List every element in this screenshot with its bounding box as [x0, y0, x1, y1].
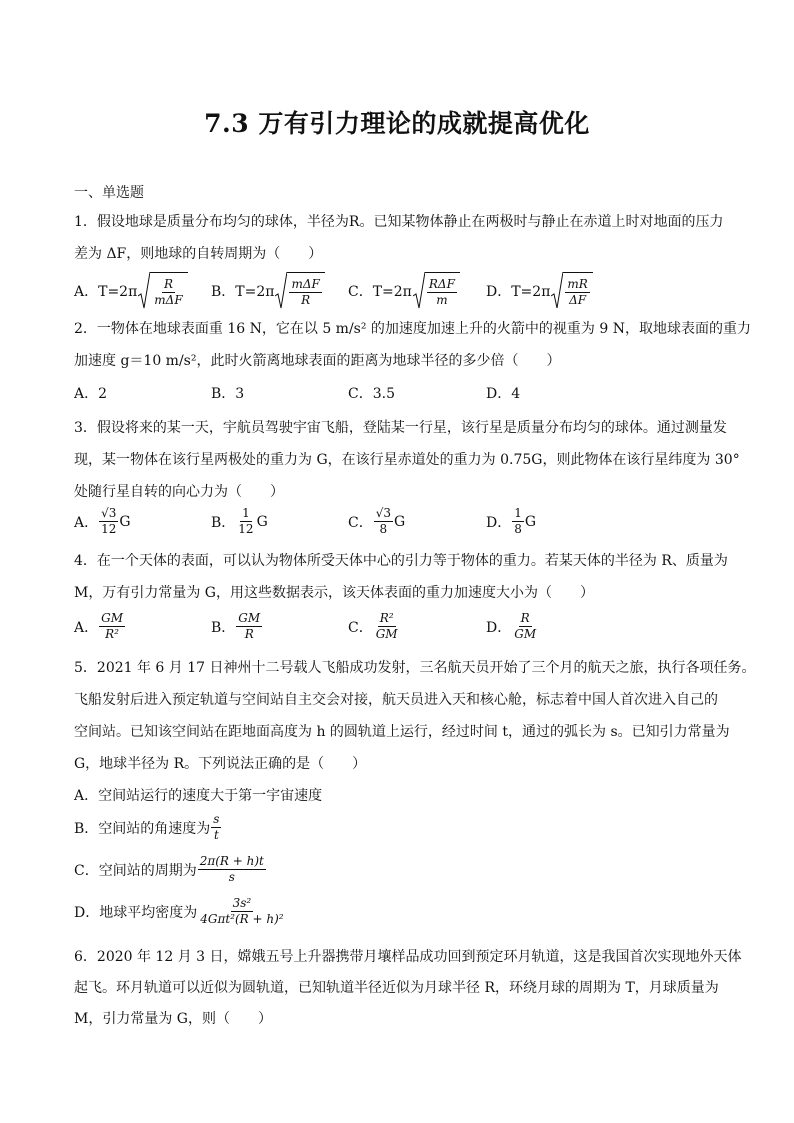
option-label: D．地球平均密度为	[74, 904, 198, 921]
q2-option-a: A．2	[74, 386, 108, 402]
option-label: C．T=2π	[348, 284, 412, 300]
fraction: $\frac{√3}{8}$	[375, 506, 391, 536]
q5-option-a: A．空间站运行的速度大于第一宇宙速度	[74, 788, 323, 804]
q5-line-3: 空间站。已知该空间站在距地面高度为 h 的圆轨道上运行，经过时间 t，通过的弧长为 s。已知引力常量为	[74, 724, 730, 740]
sqrt-expression: $\frac{\text{RΔF}}{m}$	[413, 272, 460, 310]
option-label: A．	[74, 619, 99, 636]
option-suffix: G	[394, 513, 406, 530]
fraction: $\frac{2\pi(R + h)t}{s}$	[199, 854, 264, 884]
fraction: $\frac{\text{3s²}}{\text{4Gπt²(R + h)²}}$	[200, 896, 284, 926]
fraction: $\frac{√3}{12}$	[101, 506, 117, 536]
q3-option-c	[348, 507, 405, 536]
option-label: C．空间站的周期为	[74, 862, 197, 879]
q1-option-b	[211, 272, 325, 310]
q5-option-d	[74, 897, 287, 926]
fraction: $\frac{1}{12}$	[238, 506, 254, 536]
q1-option-a	[74, 272, 188, 310]
option-label: C．	[348, 514, 373, 531]
q2-line-1: 2．一物体在地球表面重 16 N，它在以 5 m/s² 的加速度加速上升的火箭中的视重为 9 N，取地球表面的重力	[74, 321, 751, 337]
q1-option-c	[348, 272, 460, 310]
section-heading: 一、单选题	[74, 185, 144, 201]
option-label: D．T=2π	[486, 284, 551, 300]
q5-line-4: G，地球半径为 R。下列说法正确的是（ ）	[74, 756, 367, 772]
option-label: B．	[211, 619, 236, 636]
option-label: A．T=2π	[74, 284, 138, 300]
q3-line-3: 处随行星自转的向心力为（ ）	[74, 484, 284, 500]
fraction: $\frac{\text{R²}}{GM}$	[375, 611, 398, 641]
option-label: C．	[348, 619, 373, 636]
q3-option-a	[74, 507, 131, 536]
q3-option-b	[211, 507, 268, 536]
q6-line-2: 起飞。环月轨道可以近似为圆轨道，已知轨道半径近似为月球半径 R，环绕月球的周期为 T，月球质量为	[74, 980, 719, 996]
q4-line-2: M，万有引力常量为 G，用这些数据表示，该天体表面的重力加速度大小为（ ）	[74, 585, 594, 601]
q1-line-2: 差为 ΔF，则地球的自转周期为（ ）	[74, 246, 323, 262]
radical-sign	[413, 272, 425, 310]
option-label: B．T=2π	[211, 284, 275, 300]
q2-option-b: B．3	[211, 386, 245, 402]
option-label: D．	[486, 514, 512, 531]
q1-line-1: 1．假设地球是质量分布均匀的球体，半径为R。已知某物体静止在两极时与静止在赤道上时对地面的压力	[74, 214, 724, 230]
option-suffix: G	[256, 513, 268, 530]
sqrt-expression: $\frac{R}{\text{mΔF}}$	[138, 272, 187, 310]
q4-option-d	[486, 612, 539, 641]
fraction: $\frac{GM}{\text{R²}}$	[101, 611, 123, 641]
q5-option-c	[74, 855, 267, 884]
option-label: A．	[74, 514, 99, 531]
q4-option-b	[211, 612, 263, 641]
q4-line-1: 4．在一个天体的表面，可以认为物体所受天体中心的引力等于物体的重力。若某天体的半径为 R、质量为	[74, 553, 728, 569]
page-title: 7.3 万有引力理论的成就提高优化	[204, 109, 590, 138]
q3-line-2: 现，某一物体在该行星两极处的重力为 G，在该行星赤道处的重力为 0.75G，则此物体在该行星纬度为 30°	[74, 452, 740, 468]
fraction: $\frac{R}{GM}$	[514, 611, 537, 641]
fraction: $\frac{1}{8}$	[514, 506, 522, 536]
radical-sign	[275, 272, 287, 310]
option-suffix: G	[524, 513, 537, 530]
sqrt-expression: $\frac{\text{mΔF}}{R}$	[275, 272, 324, 310]
q5-line-1: 5．2021 年 6 月 17 日神州十二号载人飞船成功发射，三名航天员开始了三个月的航天之旅，执行各项任务。	[74, 660, 756, 676]
option-suffix: G	[119, 513, 131, 530]
q6-line-3: M，引力常量为 G，则（ ）	[74, 1011, 272, 1027]
q6-line-1: 6．2020 年 12 月 3 日，嫦娥五号上升器携带月壤样品成功回到预定环月轨道，这是我国首次实现地外天体	[74, 949, 742, 965]
q2-option-c: C．3.5	[348, 386, 395, 402]
q4-option-a	[74, 612, 126, 641]
q1-option-d	[486, 272, 593, 310]
option-label: D．	[486, 619, 512, 636]
q4-option-c	[348, 612, 401, 641]
q2-option-d: D．4	[486, 386, 521, 402]
q5-line-2: 飞船发射后进入预定轨道与空间站自主交会对接，航天员进入天和核心舱，标志着中国人首次进入自己的	[74, 692, 718, 708]
q3-option-d	[486, 507, 536, 536]
q2-line-2: 加速度 g＝10 m/s²，此时火箭离地球表面的距离为地球半径的多少倍（ ）	[74, 353, 561, 369]
q5-option-b	[74, 813, 222, 842]
radical-sign	[138, 272, 150, 310]
fraction: $\frac{GM}{R}$	[238, 611, 261, 641]
option-label: B．空间站的角速度为	[74, 820, 211, 837]
q3-line-1: 3．假设将来的某一天，宇航员驾驶宇宙飞船，登陆某一行星，该行星是质量分布均匀的球体。通过测量发	[74, 420, 727, 436]
fraction: $\frac{s}{t}$	[213, 812, 220, 842]
option-label: B．	[211, 514, 236, 531]
sqrt-expression: $\frac{mR}{\Delta F}$	[551, 272, 592, 310]
radical-sign	[551, 272, 563, 310]
